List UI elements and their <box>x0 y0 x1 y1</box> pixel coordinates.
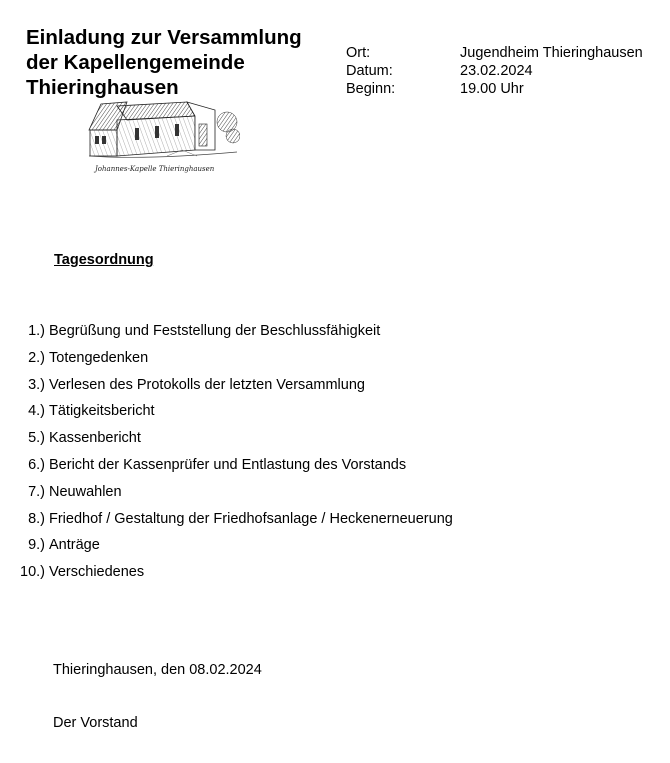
illustration-caption: Johannes-Kapelle Thieringhausen <box>95 165 215 173</box>
agenda-item-number: 2.) <box>28 349 45 366</box>
agenda-item-text: Neuwahlen <box>49 483 122 500</box>
agenda-item-text: Verschiedenes <box>49 564 145 581</box>
church-illustration <box>87 100 240 176</box>
agenda-item-number: 6.) <box>28 456 45 473</box>
info-value: Jugendheim Thieringhausen <box>460 45 643 61</box>
agenda-item-text: Begrüßung und Feststellung der Beschlussfähigkeit <box>49 323 381 339</box>
agenda-item <box>0 483 453 510</box>
title-line: der Kapellengemeinde <box>26 51 245 74</box>
agenda-item-number: 9.) <box>28 537 45 554</box>
agenda-item <box>0 429 453 456</box>
info-value: 23.02.2024 <box>460 63 533 79</box>
info-label: Ort: <box>346 45 371 61</box>
agenda-item-text: Tätigkeitsbericht <box>49 403 155 420</box>
agenda-item <box>0 536 453 563</box>
document-title <box>26 25 302 100</box>
agenda-item-text: Bericht der Kassenprüfer und Entlastung des Vorstands <box>49 456 407 473</box>
event-info <box>346 44 643 98</box>
agenda-list <box>0 322 453 590</box>
signature: Der Vorstand <box>53 715 138 731</box>
agenda-item-text: Friedhof / Gestaltung der Friedhofsanlage / Heckenerneuerung <box>49 510 453 527</box>
place-and-date: Thieringhausen, den 08.02.2024 <box>53 662 262 678</box>
agenda-item <box>0 402 453 429</box>
agenda-item <box>0 456 453 483</box>
agenda-item <box>0 510 453 537</box>
church-sketch-icon <box>87 100 240 176</box>
info-label: Beginn: <box>346 81 396 97</box>
info-value: 19.00 Uhr <box>460 81 524 97</box>
agenda-item-text: Totengedenken <box>49 349 149 366</box>
agenda-item-number: 8.) <box>28 510 45 527</box>
agenda-item-number: 3.) <box>28 376 45 393</box>
info-label: Datum: <box>346 63 393 79</box>
agenda-item-number: 4.) <box>28 403 45 420</box>
agenda-item <box>0 376 453 403</box>
info-row-start <box>346 80 643 98</box>
agenda-item-number: 5.) <box>28 430 45 447</box>
title-line: Einladung zur Versammlung <box>26 26 302 49</box>
title-line: Thieringhausen <box>26 76 179 99</box>
info-row-location <box>346 44 643 62</box>
agenda-item-text: Kassenbericht <box>49 430 141 447</box>
agenda-item-text: Verlesen des Protokolls der letzten Versammlung <box>49 376 365 393</box>
agenda-item-number: 7.) <box>28 483 45 500</box>
agenda-item-number: 1.) <box>28 323 45 339</box>
agenda-item <box>0 322 453 349</box>
info-row-date <box>346 62 643 80</box>
agenda-item-number: 10.) <box>20 564 45 581</box>
agenda-item <box>0 349 453 376</box>
agenda-item <box>0 563 453 590</box>
agenda-item-text: Anträge <box>49 537 100 554</box>
agenda-heading: Tagesordnung <box>54 252 154 268</box>
